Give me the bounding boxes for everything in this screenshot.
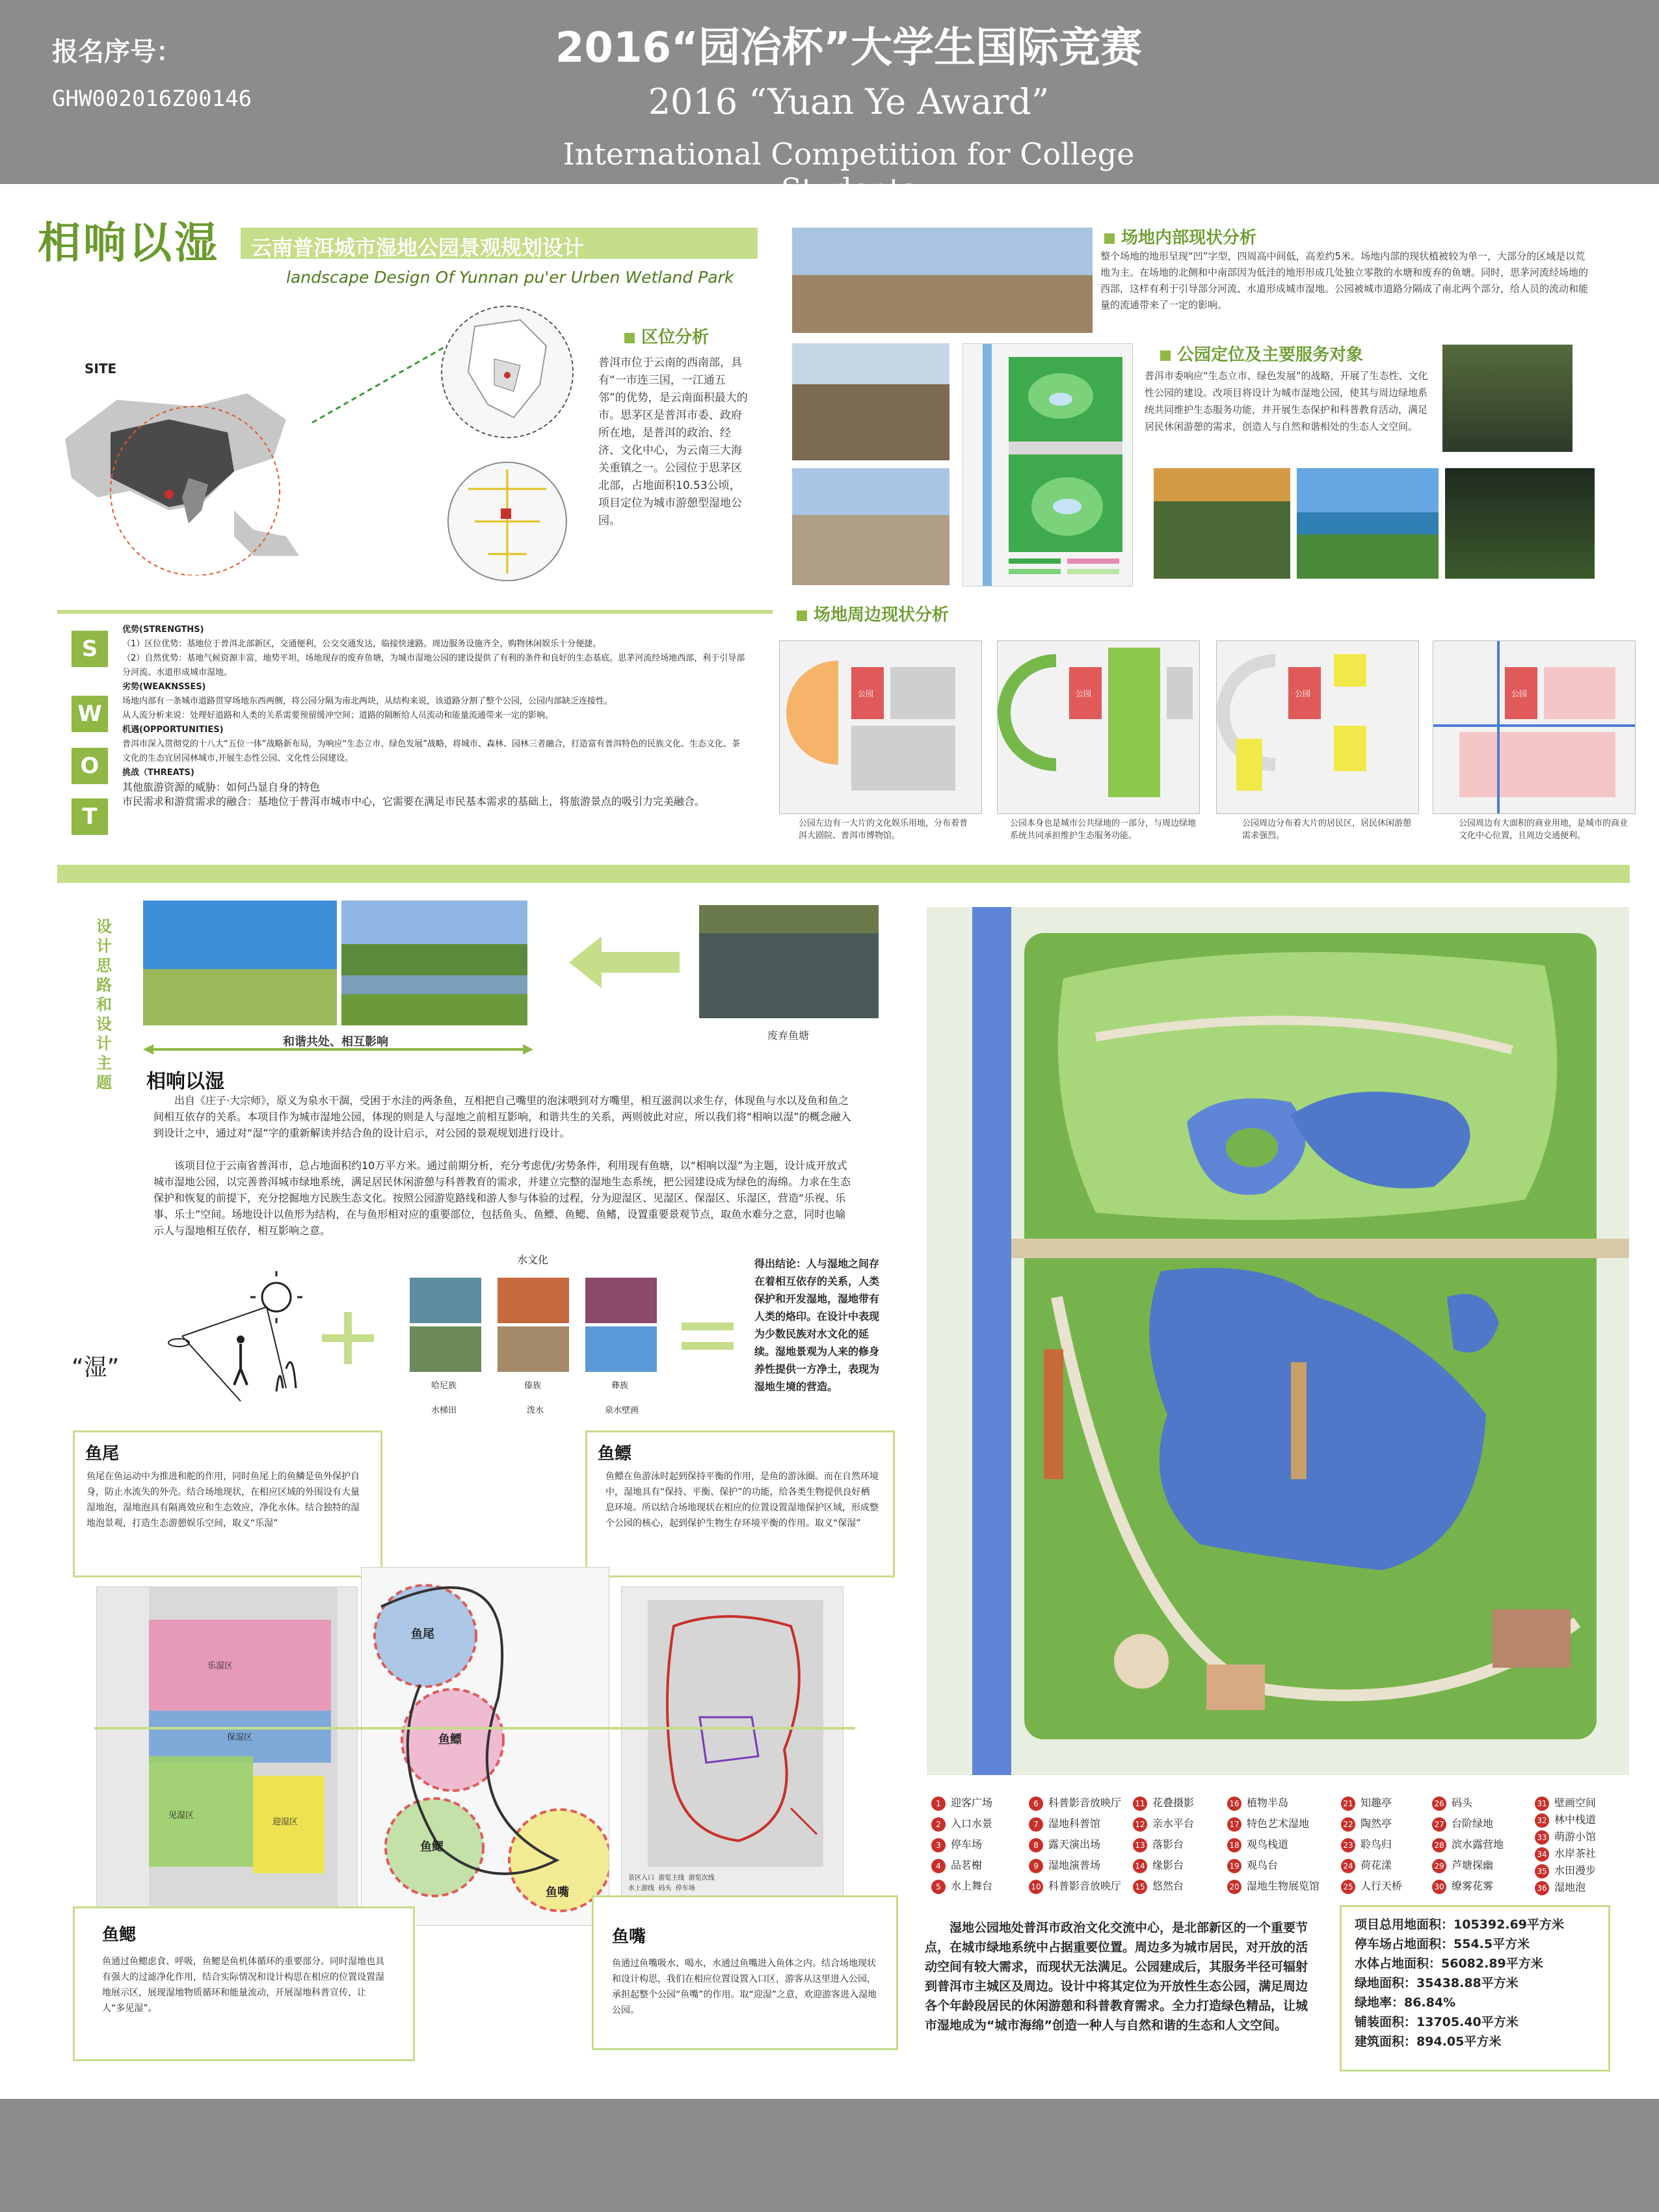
registration-number: GHW002016Z00146 [52, 86, 252, 112]
surrounding-map-4-graphic [1433, 640, 1636, 814]
fish-mouth-box [592, 1895, 898, 2050]
positioning-text: 普洱市委响应“生态立市、绿色发展”的战略，开展了生态性、文化性公园的建设。改项目将设计为城市湿地公园，使其与周边绿地系统共同维护生态服务功能，并开展生态保护和科普教育活动，满足居民休闲游憩的需求，创造人与自然和谐相处的生态人文空间。 [1145, 370, 1428, 432]
concept-photo-people [143, 901, 337, 1025]
legend-item: 2 入口水景 [931, 1815, 992, 1832]
circle-label-gill: 鱼鳃 [420, 1840, 444, 1854]
legend-item: 11 花叠摄影 [1133, 1795, 1194, 1811]
surrounding-map-3 [1216, 640, 1419, 841]
route-legend [628, 1873, 836, 1894]
city-road-map [447, 462, 567, 581]
stat-parking-area: 停车场占地面积：554.5平方米 [1355, 1937, 1530, 1951]
zone-label-ying: 迎湿区 [272, 1817, 299, 1827]
equals-icon [682, 1320, 734, 1352]
route-legend-main: 游览主线 [658, 1875, 685, 1882]
stat-building-area: 建筑面积：894.05平方米 [1355, 2034, 1502, 2049]
park-tag-4: 公园 [1511, 689, 1528, 698]
zone-label-le: 乐湿区 [207, 1661, 233, 1671]
legend-item: 20 湿地生物展览馆 [1227, 1878, 1320, 1894]
tribe-item-terraces: 水梯田 [431, 1406, 457, 1415]
culture-photo-6 [585, 1326, 657, 1372]
culture-photo-5 [498, 1326, 569, 1372]
wetland-photo-2 [1297, 468, 1439, 579]
legend-item: 1 迎客广场 [931, 1795, 992, 1811]
fish-tail-title: 鱼尾 [85, 1444, 120, 1464]
section-divider [57, 865, 1630, 883]
route-map [621, 1587, 843, 1926]
legend-item: 28 滨水露营地 [1432, 1836, 1504, 1852]
location-analysis-heading: 区位分析 [624, 324, 709, 348]
legend-item: 32 林中栈道 [1535, 1811, 1596, 1828]
surrounding-caption-3: 公园周边分布着大片的居民区，居民休闲游憩需求强烈。 [1242, 819, 1412, 841]
project-subtitle-en: landscape Design Of Yunnan pu'er Urben Wetland Park [286, 268, 734, 287]
site-label: SITE [85, 361, 117, 376]
concept-title: 相响以湿 [146, 1070, 224, 1093]
legend-item: 34 水岸茶社 [1535, 1845, 1596, 1862]
surrounding-map-2-graphic [997, 640, 1200, 814]
competition-title-cn: 2016“园冶杯”大学生国际竞赛 [555, 24, 1143, 72]
concept-side-heading: 设计思路和设计主题 [96, 917, 112, 1092]
stat-green-ratio: 绿地率：86.84% [1355, 1995, 1456, 2010]
fish-bladder-text: 鱼鳔在鱼游泳时起到保持平衡的作用，是鱼的游泳圈。而在自然环境中，湿地具有“保持、平衡、保护”的功能，给各类生物提供良好栖息环境。所以结合场地现状在相应的位置设置湿地保护区域，形成整个公园的核心，起到保护生物生存环境平衡的作用。取义“保湿” [605, 1471, 879, 1529]
legend-item: 22 陶然亭 [1341, 1815, 1392, 1832]
concept-para-2: 该项目位于云南省普洱市，总占地面积约10万平方米。通过前期分析，充分考虑优/劣势条件，利用现有鱼塘，以“相响以湿”为主题，设计成开放式城市湿地公园，以完善普洱城市绿地系统，满足居民休闲游憩与科普教育的需求，并建立完整的湿地生态系统，把公园建设成为绿色的海绵。力求在生态保护和恢复的前提下，充分挖掘地方民族生态文化。按照公园游览路线和游人参与体验的过程，分为迎湿区、见湿区、保湿区、乐湿区，营造“乐视、乐事、乐士”空间。场地设计以鱼形为结构，在与鱼形相对应的重要部位，包括鱼头、鱼鳔、鱼鳃、鱼鳍，设置重要景观节点，取鱼水难分之意，同时也喻示人与湿地相互依存，相互影响之意。 [153, 1159, 851, 1237]
legend-item: 14 缘影台 [1133, 1857, 1184, 1873]
tribe-item-water: 泼水 [527, 1406, 544, 1415]
yunnan-region-map [441, 306, 574, 438]
tribe-yi: 彝族 [611, 1381, 629, 1391]
legend-item: 5 水上舞台 [931, 1878, 992, 1894]
legend-item: 30 缭雾花雾 [1432, 1878, 1493, 1894]
wetland-photo-3 [1445, 468, 1595, 579]
competition-title-en: 2016 “Yuan Ye Award” [648, 81, 1050, 122]
legend-item: 15 悠然台 [1133, 1878, 1184, 1894]
route-legend-secondary: 游览次线 [688, 1875, 715, 1882]
culture-photo-3 [585, 1278, 657, 1323]
internal-analysis-heading: 场地内部现状分析 [1104, 224, 1256, 248]
swot-o-1: 普洱市深入贯彻党的十八大“五位一体”战略新布局，为响应“生态立市、绿色发展”战略，将城市、森林、园林三者融合，打造富有普洱特色的民族文化、生态文化、茶文化的生态宜居园林城市,开展生态性公园、文化性公园建设。 [122, 739, 740, 763]
swot-top-rule [57, 610, 773, 614]
legend-item: 9 湿地演普场 [1029, 1857, 1100, 1873]
concept-photo-wetland [341, 901, 527, 1025]
route-legend-parking: 停车场 [675, 1885, 695, 1892]
competition-subtitle-en: International Competition for College Students [563, 137, 1135, 207]
site-location-map [39, 361, 312, 575]
water-culture-label: 水文化 [517, 1254, 549, 1266]
legend-item: 35 水田漫步 [1535, 1862, 1596, 1878]
route-legend-entrance: 景区入口 [628, 1875, 654, 1882]
legend-item: 17 特色艺术湿地 [1227, 1815, 1309, 1832]
route-legend-dock: 码头 [658, 1885, 672, 1892]
park-tag-1: 公园 [858, 689, 874, 698]
legend-item: 16 植物半岛 [1227, 1795, 1288, 1811]
surrounding-map-1 [779, 640, 982, 841]
zone-label-jian: 见湿区 [168, 1811, 194, 1821]
culture-photo-4 [410, 1326, 481, 1372]
site-photo-panorama [792, 228, 1093, 333]
legend-item: 36 湿地泡 [1535, 1879, 1586, 1895]
legend-item: 6 科普影音放映厅 [1029, 1795, 1121, 1811]
swot-w-title: 劣势(WEAKNSSES) [122, 682, 206, 692]
swot-s-title: 优势(STRENGTHS) [122, 625, 204, 635]
swot-letter-w: W [72, 696, 108, 732]
concept-caption-fishpond: 废弃鱼塘 [767, 1029, 810, 1042]
swot-s-1: （1）区位优势：基地位于普洱北部新区，交通便利，公交交通发达，临接快速路。周边服务设施齐全，购物休闲娱乐十分便捷。 [122, 639, 602, 649]
positioning-heading: 公园定位及主要服务对象 [1160, 341, 1363, 365]
concept-para-1: 出自《庄子·大宗师》，原义为泉水干涸，受困于水洼的两条鱼，互相把自己嘴里的泡沫喂到对方嘴里，相互滋润以求生存，体现鱼与水以及鱼和鱼之间相互依存的关系。本项目作为城市湿地公园，体现的则是人与湿地之前相互影响，和谐共生的关系，两则彼此对应，所以我们将“相响以湿”的概念融入到设计之中，通过对“湿”字的重新解读并结合鱼的设计启示，对公园的景观规划进行设计。 [153, 1094, 851, 1139]
legend-item: 27 台阶绿地 [1432, 1815, 1493, 1832]
surrounding-caption-4: 公园周边有大面积的商业用地，是城市的商业文化中心位置，且周边交通便利。 [1459, 819, 1628, 841]
internal-analysis-text: 整个场地的地形呈现“凹”字型，四周高中间低，高差约5米。场地内部的现状植被较为单一，大部分的区域是以荒地为主。在场地的北侧和中南部因为低洼的地形形成几处独立零散的水塘和废弃的鱼塘。同时，思茅河流经场地的西部，这样有利于引导部分河流、水道形成城市湿地。公园被城市道路分隔成了南北两个部分，给人员的流动和能量的流通带来了一定的影响。 [1100, 250, 1589, 311]
project-subtitle-bar [241, 228, 758, 259]
fish-bladder-title: 鱼鳔 [598, 1444, 632, 1464]
shi-label: “湿” [72, 1354, 120, 1381]
tribe-item-mural: 泉水壁画 [605, 1406, 639, 1415]
swot-o-title: 机遇(OPPORTUNITIES) [122, 725, 224, 735]
fish-tail-text: 鱼尾在鱼运动中为推进和舵的作用，同时鱼尾上的鱼鳞是鱼外保护自身，防止水流失的外壳。结合场地现状，在相应区域的外围设有大量湿地泡，湿地泡具有隔离效应和生态效应，净化水体。结合独特的湿地泡景观，打造生态游憩娱乐空间，取义“乐湿” [86, 1471, 360, 1529]
wetland-photo-1 [1154, 468, 1290, 579]
legend-item: 8 露天演出场 [1029, 1836, 1100, 1852]
circle-label-tail: 鱼尾 [411, 1627, 434, 1641]
zone-label-bao: 保湿区 [227, 1733, 253, 1743]
surrounding-caption-2: 公园本身也是城市公共绿地的一部分，与周边绿地系统共同承担维护生态服务功能。 [1010, 819, 1197, 841]
summary-text: 湿地公园地处普洱市政治文化交流中心，是北部新区的一个重要节点，在城市绿地系统中占据重要位置。周边多为城市居民，对开放的活动空间有较大需求，而现状无法满足。公园建成后，其服务半径可辐射到普洱市主城区及周边。设计中将其定位为开放性生态公园，满足周边各个年龄段居民的休闲游憩和科普教育需求。全力打造绿色精品，让城市湿地成为“城市海绵”创造一种人与自然和谐的生态和人文空间。 [925, 1921, 1308, 2033]
legend-item: 23 聆鸟归 [1341, 1836, 1392, 1852]
surrounding-map-2 [997, 640, 1200, 841]
swot-w-2: 从人流分析来说：处理好道路和人类的关系需要预留缓冲空间；道路的隔断给人员流动和能量流通带来一定的影响。 [122, 711, 554, 720]
shi-diagram [72, 1271, 319, 1414]
culture-photo-2 [498, 1278, 569, 1323]
legend-item: 4 品茗榭 [931, 1857, 982, 1873]
culture-photo-1 [410, 1278, 481, 1323]
swot-t-1: 其他旅游资源的威胁：如何凸显自身的特色 [122, 781, 321, 793]
park-tag-2: 公园 [1076, 689, 1092, 698]
concept-caption-harmony: 和谐共处、相互影响 [283, 1035, 388, 1049]
circle-label-bladder: 鱼鳔 [438, 1733, 462, 1746]
left-arrow-icon [569, 936, 680, 988]
location-analysis-text: 普洱市位于云南的西南部，具有“一市连三国，一江通五邻”的优势，是云南面积最大的市。思茅区是普洱市委、政府所在地，是普洱的政治、经济、文化中心，为云南三大海关重镇之一。公园位于思茅区北部，占地面积10.53公顷，项目定位为城市游憩型湿地公园。 [598, 356, 748, 527]
plus-icon [322, 1312, 374, 1364]
fish-gill-title: 鱼鳃 [102, 1925, 137, 1945]
header-bar [0, 0, 1659, 207]
legend-item: 33 萌游小馆 [1535, 1828, 1596, 1845]
route-legend-water: 水上游线 [628, 1885, 654, 1892]
concept-photo-fishpond [699, 905, 879, 1018]
legend-item: 25 人行天桥 [1341, 1878, 1402, 1894]
surroundings-heading: 场地周边现状分析 [797, 601, 949, 625]
legend-item: 19 观鸟台 [1227, 1857, 1278, 1873]
swot-letter-s: S [72, 631, 108, 667]
plan-legend [931, 1795, 1627, 1912]
tribe-dai: 傣族 [524, 1381, 542, 1391]
swot-w-1: 场地内部有一条城市道路贯穿场地东西两侧，将公园分隔为南北两块，从结构来说，该道路分割了整个公园，公园内部缺乏连接性。 [122, 696, 613, 706]
legend-item: 10 科普影音放映厅 [1029, 1878, 1121, 1894]
legend-item: 3 停车场 [931, 1836, 982, 1852]
stats-box [1340, 1905, 1610, 2072]
legend-item: 21 知趣亭 [1341, 1795, 1392, 1811]
park-tag-3: 公园 [1295, 689, 1311, 698]
project-title: 相响以湿 [38, 218, 220, 268]
swot-s-2: （2）自然优势：基地气候资源丰富，地势平坦，场地现存的废弃鱼塘，为城市湿地公园的建设提供了有利的条件和良好的生态基底。思茅河流经场地西部，利于引导部分河流、水道形成城市湿地。 [122, 653, 745, 678]
surrounding-map-3-graphic [1216, 640, 1419, 814]
footer-bar [0, 2099, 1659, 2212]
swot-letter-t: T [72, 798, 108, 835]
site-terrain-map [962, 343, 1133, 586]
stat-water-area: 水体占地面积：56082.89平方米 [1355, 1956, 1543, 1971]
swot-t-2: 市民需求和游赏需求的融合：基地位于普洱市城市中心，它需要在满足市民基本需求的基础上，将旅游景点的吸引力完美融合。 [122, 795, 706, 808]
fish-structure-diagram [361, 1567, 609, 1926]
fish-mouth-title: 鱼嘴 [612, 1927, 646, 1947]
legend-item: 12 亲水平台 [1133, 1815, 1194, 1832]
wetland-photo-swan [1442, 345, 1573, 452]
asia-map-graphic [39, 361, 312, 575]
registration-label: 报名序号： [52, 37, 182, 67]
callout-line [306, 338, 455, 429]
stat-total-area: 项目总用地面积：105392.69平方米 [1355, 1917, 1564, 1932]
site-photo-dirt-1 [792, 343, 949, 460]
surrounding-map-1-graphic [779, 640, 982, 814]
project-subtitle-cn: 云南普洱城市湿地公园景观规划设计 [251, 235, 585, 260]
fish-bladder-box [585, 1430, 895, 1577]
site-photo-dirt-2 [792, 468, 949, 585]
swot-t-title: 挑战（THREATS) [122, 768, 194, 778]
tribe-hani: 哈尼族 [431, 1381, 457, 1391]
zone-map [96, 1587, 358, 1926]
fish-gill-text: 鱼通过鱼鳃虑食、呼吸，鱼鳃是鱼机体循环的重要部分。同时湿地也具有强大的过滤净化作用，结合实际情况和设计构思在相应的位置设置湿地展示区，展现湿地物质循环和能量流动，开展湿地科普宣传，让人“多见湿”。 [102, 1956, 384, 2014]
legend-item: 13 落影台 [1133, 1836, 1184, 1852]
legend-item: 24 荷花漾 [1341, 1857, 1392, 1873]
fish-tail-box [73, 1430, 382, 1577]
master-plan [927, 907, 1629, 1775]
stat-green-area: 绿地面积：35438.88平方米 [1355, 1976, 1519, 1990]
stat-paving-area: 铺装面积：13705.40平方米 [1355, 2015, 1519, 2029]
surrounding-map-4 [1433, 640, 1636, 841]
legend-item: 31 壁画空间 [1535, 1795, 1596, 1811]
fish-mouth-text: 鱼通过鱼嘴吸水、喝水，水通过鱼嘴进入鱼体之内。结合场地现状和设计构思，我们在相应位置设置入口区，游客从这里进入公园，承担起整个公园“鱼嘴”的作用。取“迎湿”之意，欢迎游客进入湿地公园。 [612, 1958, 877, 2016]
legend-item: 29 芦塘探幽 [1432, 1857, 1493, 1873]
concept-conclusion: 得出结论：人与湿地之间存在着相互依存的关系，人类保护和开发湿地，湿地带有人类的烙印。在设计中表现为少数民族对水文化的延续。湿地景观为人来的修身养性提供一方净土，表现为湿地生境的营造。 [754, 1257, 880, 1393]
fish-gill-box [73, 1906, 415, 2061]
swot-text-block [122, 623, 747, 809]
legend-item: 7 湿地科普馆 [1029, 1815, 1100, 1832]
swot-letter-o: O [72, 748, 108, 784]
legend-item: 18 观鸟栈道 [1227, 1836, 1288, 1852]
legend-item: 26 码头 [1432, 1795, 1472, 1811]
circle-label-mouth: 鱼嘴 [546, 1886, 569, 1899]
connector-line-1 [94, 1727, 855, 1730]
surrounding-caption-1: 公园左边有一大片的文化娱乐用地，分布着普洱大剧院、普洱市博物馆。 [799, 819, 968, 841]
